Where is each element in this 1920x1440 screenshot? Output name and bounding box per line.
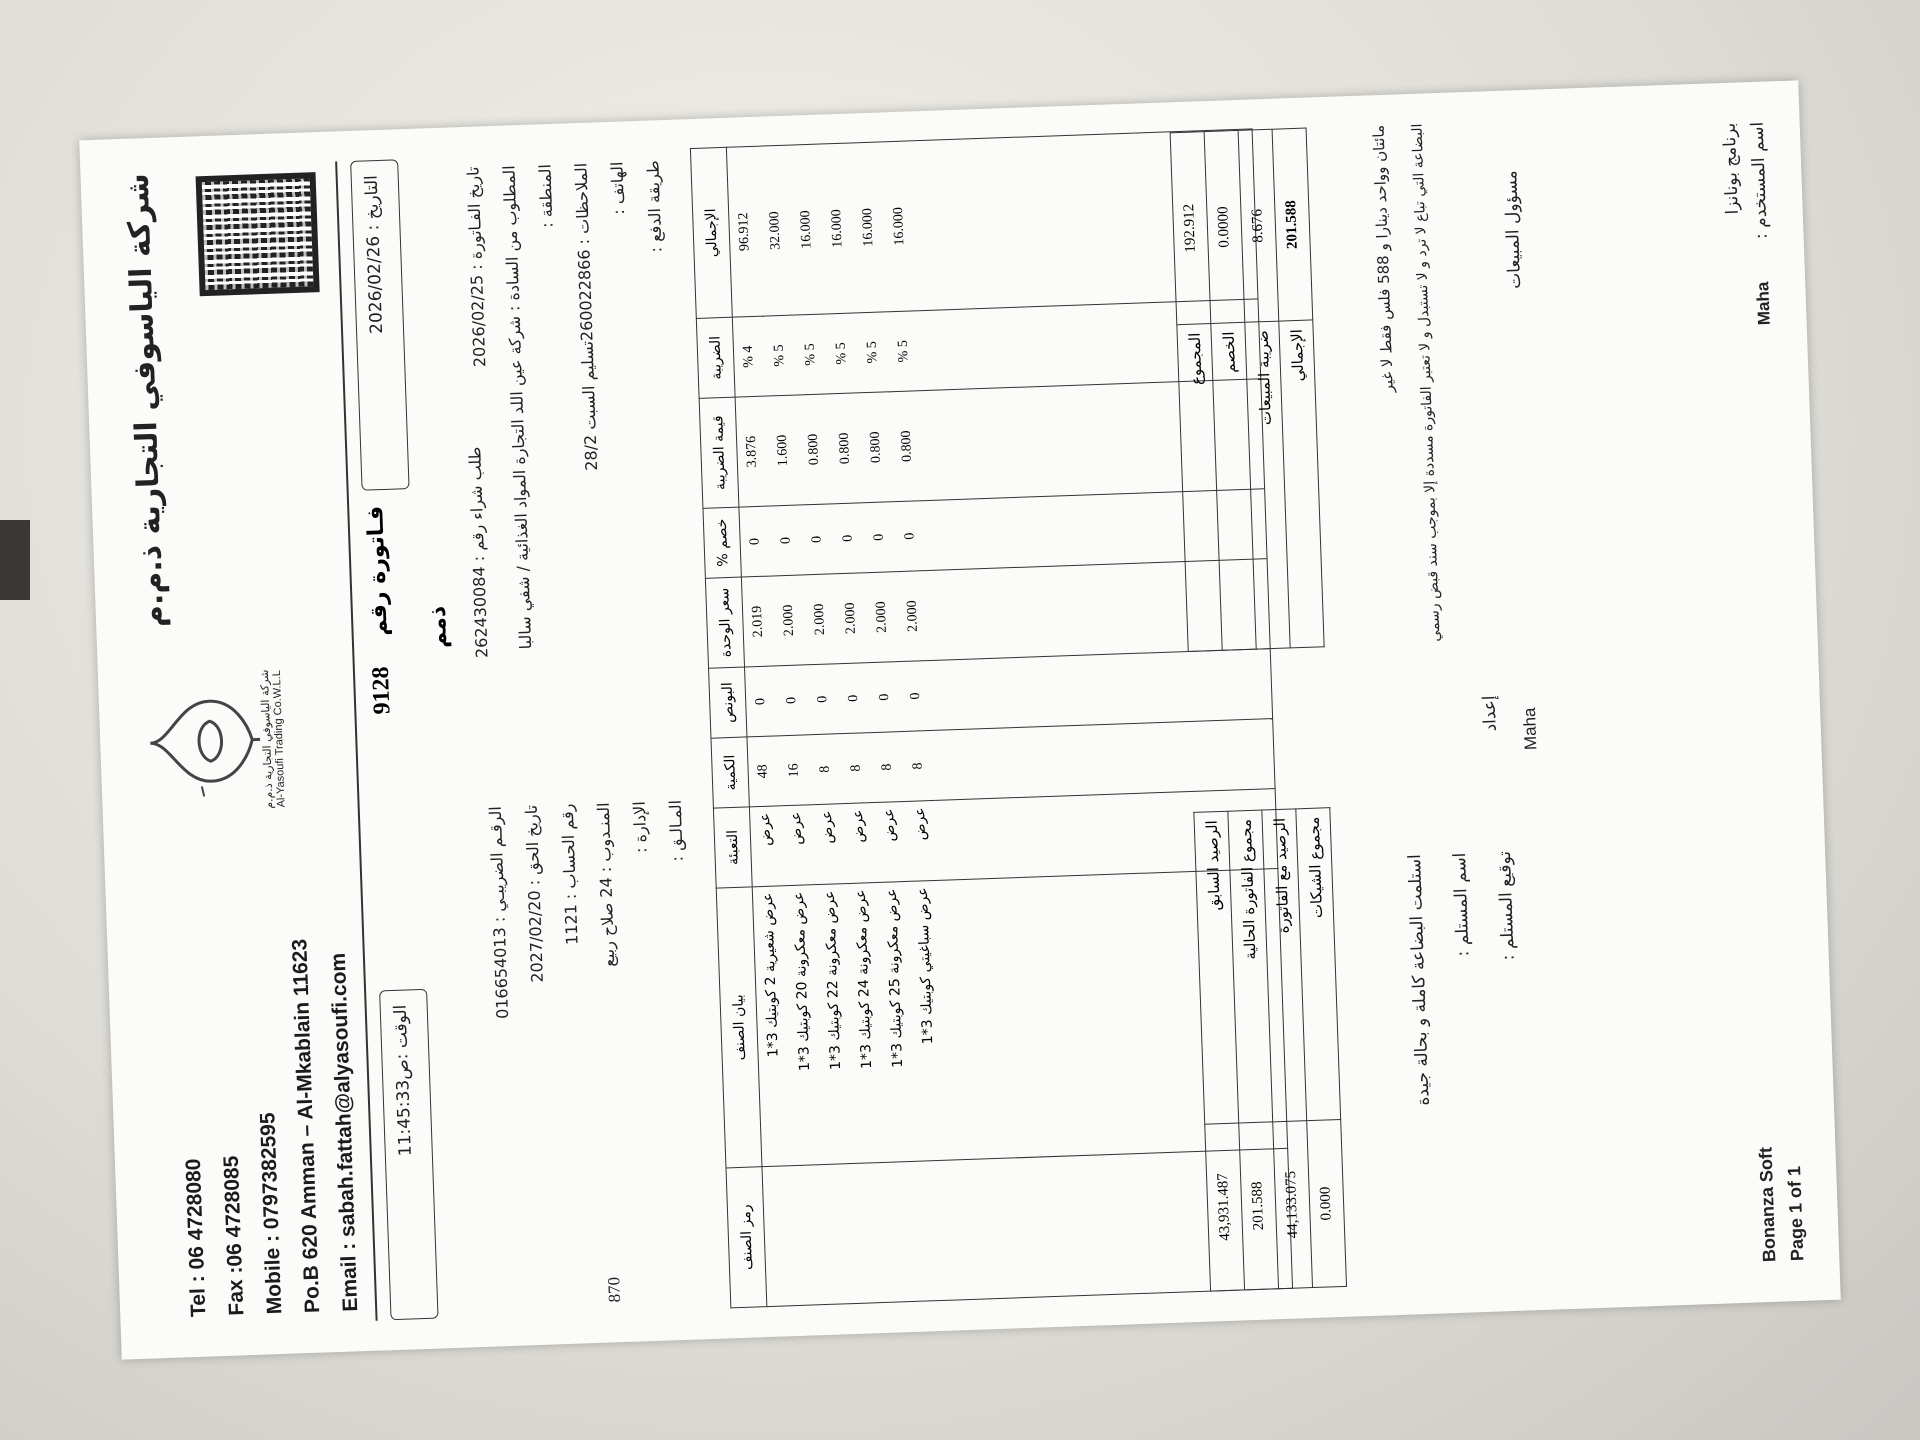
area: المنطقة :	[535, 163, 557, 229]
balance-table	[1193, 807, 1347, 1291]
invoice-sheet	[79, 80, 1841, 1359]
cell-pack: عرض	[811, 804, 845, 885]
checks-label: مجموع الشيكات	[1296, 808, 1341, 1121]
cell-taxval: 1.600	[766, 395, 801, 506]
fax: Fax :06 4728085	[219, 1155, 249, 1317]
cell-taxpct: % 5	[825, 313, 859, 394]
page-number: Page 1 of 1	[1784, 1165, 1808, 1262]
cell-disc: 0	[863, 502, 896, 573]
prepared-by: Maha	[1519, 707, 1541, 751]
cell-total: 16.000	[881, 141, 918, 312]
company-name: شركة الياسوفي التجارية ذ.م.م	[120, 172, 172, 628]
cell-bonus: 0	[745, 666, 778, 737]
cell-qty: 8	[871, 732, 904, 803]
cell-pack: عرض	[780, 805, 814, 886]
cell-disc: 0	[894, 501, 927, 572]
cell-total: 96.912	[726, 146, 763, 317]
cell-taxval: 0.800	[890, 391, 925, 502]
due-date: تاريخ الحق : 2027/02/20	[521, 804, 547, 983]
amount-in-words: مائتان وواحد دينارا و 588 فلس فقط لا غير	[1369, 124, 1397, 393]
cell-taxpct: % 5	[856, 312, 890, 393]
cell-bonus: 0	[868, 662, 901, 733]
cell-price: 2.000	[865, 572, 899, 663]
time-box: الوقت :ص11:45:33	[379, 989, 438, 1320]
invoice-label: فـاتورة رقم	[363, 505, 393, 637]
tax-value: 8.676	[1238, 129, 1279, 322]
rep-code: 870	[604, 1276, 625, 1303]
cell-disc: 0	[739, 506, 772, 577]
po-box: Po.B 620 Amman – Al-Mkablain 11623	[288, 938, 325, 1314]
cell-code	[886, 1161, 922, 1302]
cell-total: 16.000	[788, 144, 825, 315]
cell-price: 2.000	[834, 573, 868, 664]
column-header: بيان الصنف	[716, 887, 762, 1168]
cell-taxpct: % 5	[763, 315, 797, 396]
sum-label: المجموع	[1177, 324, 1222, 652]
cell-taxval: 3.876	[735, 396, 770, 507]
cell-qty: 8	[902, 730, 935, 801]
cell-disc: 0	[832, 503, 865, 574]
cell-code	[917, 1160, 953, 1301]
background-shadow	[0, 520, 30, 600]
program-name: برنامج بونانزا	[1719, 122, 1743, 215]
cell-bonus: 0	[775, 665, 808, 736]
email: Email : sabah.fattah@alyasoufi.com	[326, 952, 363, 1313]
cell-pack: عرض	[749, 806, 783, 887]
account-number: رقم الحساب : 1121	[557, 803, 582, 946]
cell-bonus: 0	[899, 660, 932, 731]
cell-price: 2.000	[896, 571, 930, 662]
cell-pack: عرض	[842, 803, 876, 884]
return-policy: البضاعة التي تباع لا ترد و لا تستبدل و لا تعتبر الفاتورة مسددة إلا بموجب سند قبض رسمي	[1409, 123, 1444, 642]
sum-value: 192.912	[1170, 132, 1211, 325]
column-header: التعبئة	[713, 807, 752, 888]
cell-code	[793, 1165, 829, 1306]
tax-number: الرقـم الضريبـي : 016654013	[485, 805, 513, 1020]
po-number: طلب شراء رقم : 262430084	[465, 446, 492, 659]
cell-price: 2.000	[772, 575, 806, 666]
cell-desc: عرض شعيرية 2 كوبتيك 3*1	[752, 886, 793, 1167]
invoice-type: ذمم	[425, 605, 453, 649]
logo-caption-ar: شركة الياسوفي التجارية ذ.م.م	[257, 669, 276, 810]
column-header: الإجمالي	[690, 147, 732, 318]
branch: المـالـق :	[665, 799, 687, 862]
prepared-label: إعداد	[1479, 695, 1501, 732]
cell-disc: 0	[801, 504, 834, 575]
checks-value: 0.000	[1307, 1119, 1347, 1287]
cell-taxpct: % 4	[732, 316, 766, 397]
cell-bonus: 0	[806, 664, 839, 735]
prev-balance-label: الرصيد السابق	[1194, 811, 1239, 1124]
empty-cell	[930, 649, 1272, 731]
customer-name: المطلوب من السادة : شركة عين اللد التجارة المواد الغذائية / شفي سالبا	[499, 165, 536, 650]
tel: Tel : 06 4728080	[181, 1158, 211, 1318]
cell-qty: 8	[840, 733, 873, 804]
user-name: Maha	[1753, 281, 1774, 326]
date-box: التاريخ : 2026/02/26	[350, 159, 409, 490]
phone: الهاتف :	[607, 161, 629, 215]
cell-taxpct: % 5	[794, 314, 828, 395]
receiver-signature: توقيع المستلم :	[1494, 850, 1519, 961]
cell-taxval: 0.800	[859, 392, 894, 503]
cell-total: 32.000	[757, 145, 794, 316]
info-left	[478, 799, 711, 1306]
invoice-number: 9128	[367, 665, 396, 715]
column-header: سعر الوحدة	[705, 577, 744, 668]
cell-taxval: 0.800	[828, 393, 863, 504]
cell-disc: 0	[770, 505, 803, 576]
discount-value: 0.0000	[1204, 130, 1245, 323]
contact-block	[162, 791, 370, 1317]
logo-emblem-icon	[138, 679, 262, 803]
cell-pack: عرض	[873, 801, 907, 882]
empty-cell	[933, 719, 1275, 801]
cell-qty: 48	[747, 736, 780, 807]
balance-with-label: الرصيد مع الفاتورة	[1262, 809, 1307, 1122]
logo-caption-en: Al-Yasoufi Trading Co.W.L.L	[270, 669, 288, 808]
cell-qty: 16	[778, 735, 811, 806]
column-header: الكمية	[711, 737, 749, 808]
cell-code	[855, 1162, 891, 1303]
cell-price: 2.019	[741, 576, 775, 667]
invoice-sum-label: مجموع الفاتورة الحالية	[1228, 810, 1273, 1123]
discount-label: الخصم	[1211, 322, 1256, 650]
cell-desc: عرض معكرونة 24 كوبتيك 3*1	[845, 883, 886, 1164]
grand-total-value: 201.588	[1272, 128, 1313, 321]
company-logo	[137, 643, 314, 839]
cell-desc: عرض معكرونة 20 كوبتيك 3*1	[783, 885, 824, 1166]
cell-code	[762, 1166, 798, 1307]
received-statement: استلمت البضاعة كاملة و بحالة جيدة	[1404, 853, 1434, 1106]
sales-officer: مسؤول المبيعات	[1501, 170, 1526, 290]
invoice-sum-value: 201.588	[1239, 1122, 1279, 1290]
cell-code	[824, 1163, 860, 1304]
balance-with-value: 44,133.075	[1273, 1121, 1313, 1289]
cell-bonus: 0	[837, 663, 870, 734]
column-header: خصم %	[703, 507, 741, 578]
cell-price: 2.000	[803, 574, 837, 665]
notes: الملاحظات : 260022866تسليم السبت 28/2	[571, 162, 602, 472]
software-name: Bonanza Soft	[1755, 1146, 1780, 1263]
prev-balance-value: 43,931.487	[1205, 1123, 1245, 1291]
tax-label: ضريبة المبيعات	[1245, 321, 1290, 649]
cell-pack: عرض	[904, 800, 938, 881]
user-label: اسم المستخدم :	[1747, 121, 1772, 240]
grand-total-label: الإجمالي	[1279, 320, 1324, 648]
cell-desc: عرض سباغيتي كوبتيك 3*1	[907, 880, 948, 1161]
mobile: Mobile : 0797382595	[256, 1112, 287, 1315]
column-header: رمز الصنف	[726, 1167, 767, 1308]
cell-desc: عرض معكرونة 25 كوبتيك 3*1	[876, 881, 917, 1162]
payment-method: طريقة الدفع :	[643, 160, 666, 253]
invoice-date: تاريخ الفـاتورة : 2026/02/25	[463, 166, 490, 368]
column-header: البونص	[709, 667, 747, 738]
region: الإدارة :	[629, 800, 651, 854]
cell-taxval: 0.800	[797, 394, 832, 505]
sales-rep: المنـدوب : 24 صلاح ربيع	[593, 802, 619, 968]
column-header: قيمة الضريبة	[699, 397, 739, 508]
cell-desc: عرض معكرونة 22 كوبتيك 3*1	[814, 884, 855, 1165]
cell-qty: 8	[809, 734, 842, 805]
cell-total: 16.000	[819, 143, 856, 314]
qr-code-icon	[196, 172, 320, 296]
receiver-name: اسم المستلم :	[1449, 852, 1474, 957]
column-header: الضريبة	[696, 317, 735, 398]
cell-taxpct: % 5	[887, 311, 921, 392]
cell-total: 16.000	[850, 142, 887, 313]
totals-table	[1170, 128, 1325, 652]
